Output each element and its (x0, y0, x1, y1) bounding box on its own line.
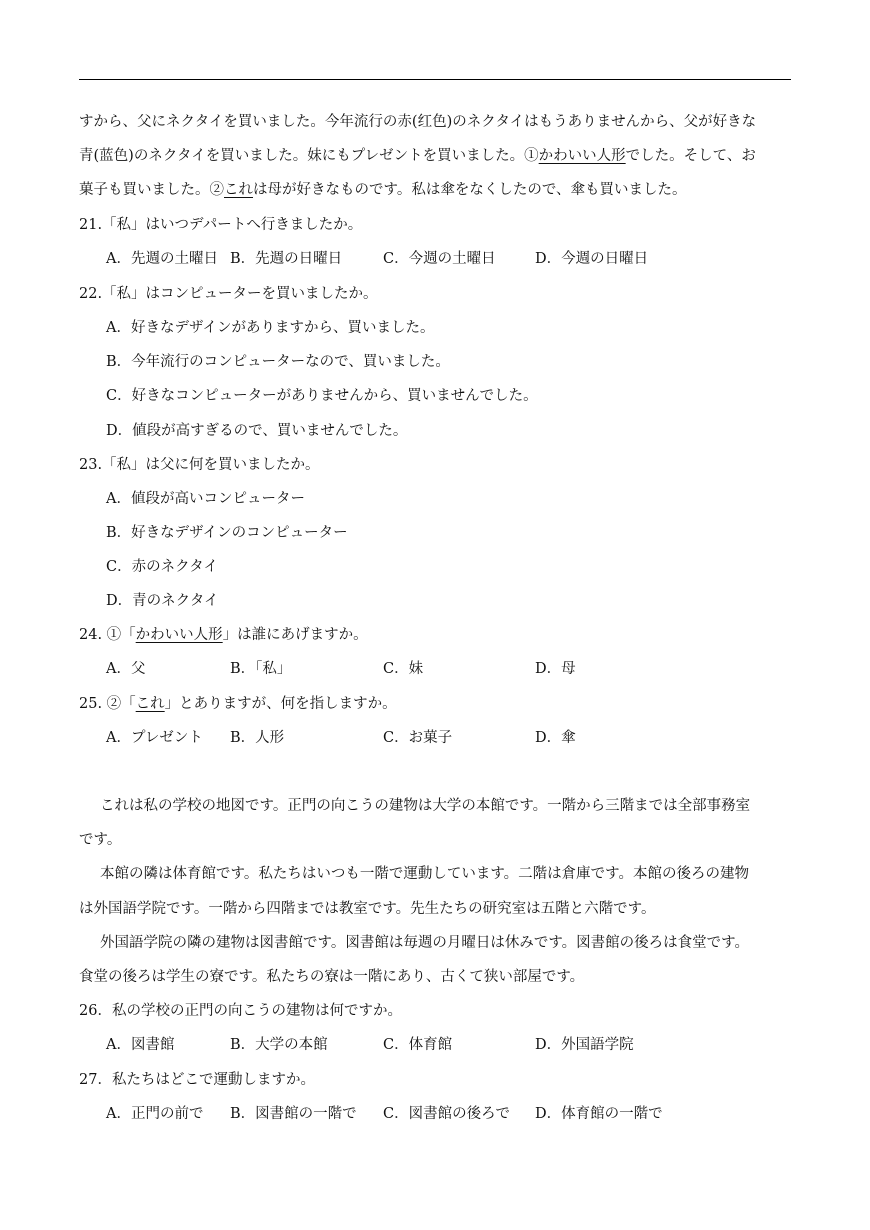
q21-option-c: C．今週の土曜日 (383, 251, 496, 267)
q21-option-d: D．今週の日曜日 (535, 251, 649, 267)
q25-option-c: C．お菓子 (383, 730, 453, 746)
q26-option-c: C．体育館 (383, 1037, 453, 1053)
q24-underlined-phrase: かわいい人形 (135, 627, 223, 643)
passage1-line3 (79, 180, 687, 200)
q25-text: 25. ②「 (79, 696, 136, 712)
q26-option-a: A．図書館 (106, 1037, 175, 1053)
passage1-line2-text-end: でした。そして、お (625, 148, 756, 164)
q25-underlined-phrase: これ (135, 696, 165, 712)
q24-option-a: A．父 (106, 661, 146, 677)
q24-option-d: D．母 (535, 661, 576, 677)
q25-option-d: D．傘 (535, 730, 576, 746)
question-21: 21.「私」はいつデパートへ行きましたか。 (79, 217, 363, 233)
question-25 (79, 694, 397, 714)
passage2-para2-line1: 本館の隣は体育館です。私たちはいつも一階で運動しています。二階は倉庫です。本館の後ろの建物 (100, 866, 750, 882)
q24-option-c: C．妹 (383, 661, 424, 677)
underlined-phrase-doll: かわいい人形 (538, 148, 626, 164)
q22-option-c: C．好きなコンピューターがありませんから、買いませんでした。 (106, 388, 538, 404)
q24-option-b: B．「私」 (230, 661, 292, 677)
q25-text-end: 」とありますが、何を指しますか。 (164, 696, 397, 712)
passage1-line3-text-end: は母が好きなものです。私は傘をなくしたので、傘も買いました。 (253, 182, 687, 198)
question-23: 23.「私」は父に何を買いましたか。 (79, 457, 320, 473)
q24-text: 24. ①「 (79, 627, 136, 643)
q22-option-b: B．今年流行のコンピューターなので、買いました。 (106, 354, 450, 370)
passage1-line2 (79, 146, 756, 166)
q23-option-d: D．青のネクタイ (106, 593, 219, 609)
question-27: 27．私たちはどこで運動しますか。 (79, 1072, 315, 1088)
q21-option-b: B．先週の日曜日 (230, 251, 343, 267)
passage2-para3-line1: 外国語学院の隣の建物は図書館です。図書館は毎週の月曜日は休みです。図書館の後ろは食堂です。 (100, 935, 750, 951)
q27-option-a: A．正門の前で (106, 1106, 204, 1122)
q23-option-c: C．赤のネクタイ (106, 559, 219, 575)
passage2-para1-line2: です。 (79, 832, 122, 848)
passage1-line1: すから、父にネクタイを買いました。今年流行の赤(红色)のネクタイはもうありませんから、父が好きな (79, 114, 757, 130)
q21-option-a: A．先週の土曜日 (106, 251, 218, 267)
question-24 (79, 625, 368, 645)
q23-option-b: B．好きなデザインのコンピューター (106, 525, 348, 541)
q26-option-d: D．外国語学院 (535, 1037, 634, 1053)
question-22: 22.「私」はコンピューターを買いましたか。 (79, 286, 378, 302)
q22-option-a: A．好きなデザインがありますから、買いました。 (106, 320, 435, 336)
q25-option-b: B．人形 (230, 730, 285, 746)
q27-option-b: B．図書館の一階で (230, 1106, 357, 1122)
q23-option-a: A．値段が高いコンピューター (106, 491, 305, 507)
question-26: 26．私の学校の正門の向こうの建物は何ですか。 (79, 1003, 402, 1019)
passage1-line2-text: 青(蓝色)のネクタイを買いました。妹にもプレゼントを買いました。① (79, 148, 539, 164)
q25-option-a: A．プレゼント (106, 730, 203, 746)
q22-option-d: D．値段が高すぎるので、買いませんでした。 (106, 423, 408, 439)
passage2-para1-line1: これは私の学校の地図です。正門の向こうの建物は大学の本館です。一階から三階までは全部事務室 (100, 798, 751, 814)
q27-option-c: C．図書館の後ろで (383, 1106, 510, 1122)
q26-option-b: B．大学の本館 (230, 1037, 328, 1053)
underlined-phrase-kore: これ (224, 182, 253, 198)
q24-text-end: 」は誰にあげますか。 (222, 627, 368, 643)
passage1-line3-text: 菓子も買いました。② (79, 182, 224, 198)
header-rule (79, 79, 791, 80)
passage2-para3-line2: 食堂の後ろは学生の寮です。私たちの寮は一階にあり、古くて狭い部屋です。 (79, 969, 585, 985)
passage2-para2-line2: は外国語学院です。一階から四階までは教室です。先生たちの研究室は五階と六階です。 (79, 901, 656, 917)
q27-option-d: D．体育館の一階で (535, 1106, 663, 1122)
